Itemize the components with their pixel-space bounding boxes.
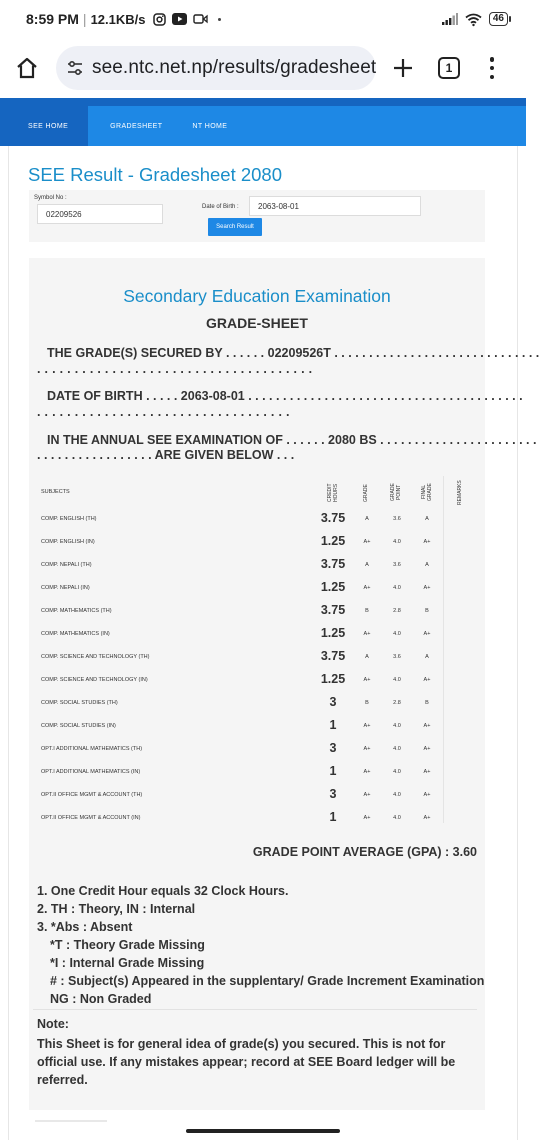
site-settings-icon[interactable] — [66, 59, 84, 77]
search-result-button[interactable]: Search Result — [208, 218, 262, 236]
page-content — [8, 146, 539, 1140]
final-grade-cell: A+ — [423, 769, 431, 775]
tab-switcher-button[interactable]: 1 — [438, 57, 460, 79]
final-grade-header: FINAL GRADE — [421, 483, 433, 501]
final-grade-cell: B — [425, 700, 429, 706]
final-grade-cell: A+ — [423, 677, 431, 683]
grade-cell: A+ — [363, 677, 371, 683]
credit-hours-cell: 1 — [329, 764, 337, 778]
nav-see-home[interactable]: SEE HOME — [8, 106, 88, 146]
grade-point-cell: 4.0 — [393, 746, 401, 752]
grade-cell: A+ — [363, 585, 371, 591]
credit-hours-cell: 1.25 — [320, 626, 346, 640]
table-row — [29, 761, 485, 784]
grade-point-cell: 2.8 — [393, 700, 401, 706]
subject-cell: COMP. MATHEMATICS (IN) — [41, 631, 110, 637]
grade-cell: A — [365, 516, 369, 522]
site-navbar — [0, 98, 526, 146]
final-grade-cell: A+ — [423, 631, 431, 637]
grade-point-cell: 4.0 — [393, 585, 401, 591]
grade-cell: A+ — [363, 769, 371, 775]
grade-point-cell: 3.6 — [393, 654, 401, 660]
status-separator: | — [82, 11, 87, 27]
signal-icon — [442, 13, 458, 25]
credit-hours-cell: 3 — [329, 695, 337, 709]
grade-point-cell: 4.0 — [393, 792, 401, 798]
subject-cell: COMP. NEPALI (TH) — [41, 562, 92, 568]
credit-hours-cell: 3.75 — [320, 603, 346, 617]
grade-point-header: GRADE POINT — [390, 483, 402, 501]
table-row — [29, 508, 485, 531]
address-bar[interactable] — [56, 46, 376, 90]
secured-by-line: THE GRADE(S) SECURED BY . . . . . . 02209526T . . . . . . . . . . . . . . . . . . . . . . . . . . . . . . — [47, 346, 539, 360]
grade-cell: A — [365, 562, 369, 568]
navbar-edge — [0, 106, 8, 146]
table-row — [29, 784, 485, 807]
more-notifications-dot — [218, 18, 221, 21]
legend-item: # : Subject(s) Appeared in the supplentary/ Grade Increment Examination — [50, 974, 485, 988]
credit-hours-cell: 1.25 — [320, 534, 346, 548]
gpa-summary: GRADE POINT AVERAGE (GPA) : 3.60 — [252, 845, 477, 859]
grade-point-cell: 4.0 — [393, 769, 401, 775]
legend-item: NG : Non Graded — [50, 992, 152, 1006]
subject-cell: COMP. ENGLISH (TH) — [41, 516, 97, 522]
credit-hours-cell: 3.75 — [320, 649, 346, 663]
grade-header: GRADE — [363, 484, 369, 502]
table-row — [29, 531, 485, 554]
symbol-input[interactable]: 02209526 — [37, 204, 163, 224]
page-title: SEE Result - Gradesheet 2080 — [28, 164, 283, 185]
table-row — [29, 807, 485, 830]
table-row — [29, 692, 485, 715]
grade-cell: B — [365, 608, 369, 614]
grade-point-cell: 3.6 — [393, 516, 401, 522]
browser-toolbar — [0, 38, 526, 98]
credit-hours-cell: 1.25 — [320, 580, 346, 594]
grade-point-cell: 4.0 — [393, 723, 401, 729]
battery-icon: 46 — [489, 12, 508, 26]
grade-cell: A+ — [363, 631, 371, 637]
gesture-navigation-bar[interactable] — [186, 1129, 340, 1133]
grade-point-cell: 4.0 — [393, 815, 401, 821]
table-row — [29, 600, 485, 623]
exam-line: IN THE ANNUAL SEE EXAMINATION OF . . . . . . 2080 BS . . . . . . . . . . . . . . . . . . . . . . . — [47, 433, 537, 447]
grade-cell: A+ — [363, 746, 371, 752]
dob-continuation: . . . . . . . . . . . . . . . . . . . . . . . . . . . . . . . . . . — [37, 405, 290, 419]
credit-hours-cell: 3 — [329, 787, 337, 801]
grade-cell: A+ — [363, 815, 371, 821]
credit-hours-cell: 1 — [329, 810, 337, 824]
secured-by-continuation: . . . . . . . . . . . . . . . . . . . . . . . . . . . . . . . . . . . . . — [37, 362, 313, 376]
network-speed: 12.1KB/s — [90, 11, 146, 27]
menu-dot — [490, 75, 495, 80]
home-icon — [15, 56, 39, 80]
subjects-header: SUBJECTS — [41, 489, 70, 495]
subject-cell: OPT.II OFFICE MGMT & ACCOUNT (TH) — [41, 792, 143, 798]
plus-icon — [392, 57, 414, 79]
symbol-label: Symbol No : — [34, 195, 67, 201]
final-grade-cell: A+ — [423, 792, 431, 798]
subject-cell: COMP. MATHEMATICS (TH) — [41, 608, 112, 614]
final-grade-cell: A — [425, 654, 429, 660]
subject-cell: COMP. ENGLISH (IN) — [41, 539, 95, 545]
final-grade-cell: A+ — [423, 746, 431, 752]
credit-hours-cell: 1 — [329, 718, 337, 732]
wifi-icon — [465, 13, 482, 26]
grade-point-cell: 3.6 — [393, 562, 401, 568]
menu-dot — [490, 66, 495, 71]
new-tab-button[interactable] — [388, 53, 418, 83]
system-icons — [442, 12, 508, 26]
subject-cell: OPT.II OFFICE MGMT & ACCOUNT (IN) — [41, 815, 141, 821]
grade-point-cell: 2.8 — [393, 608, 401, 614]
note-divider — [33, 1009, 477, 1010]
final-grade-cell: A+ — [423, 585, 431, 591]
legend-item: *I : Internal Grade Missing — [50, 956, 205, 970]
legend-item: *T : Theory Grade Missing — [50, 938, 205, 952]
dob-line: DATE OF BIRTH . . . . . 2063-08-01 . . . . . . . . . . . . . . . . . . . . . . . . . . . . . . . . . . . . . . . . — [47, 389, 523, 403]
legend-item: 3. *Abs : Absent — [37, 920, 133, 934]
final-grade-cell: A — [425, 516, 429, 522]
credit-hours-header: CREDIT HOURS — [327, 483, 339, 503]
grade-cell: A+ — [363, 723, 371, 729]
footer-stub — [35, 1120, 107, 1122]
credit-hours-cell: 3.75 — [320, 557, 346, 571]
table-row — [29, 577, 485, 600]
grade-sheet — [29, 258, 539, 1110]
remarks-header: REMARKS — [457, 480, 463, 506]
table-row — [29, 669, 485, 692]
legend-item: 1. One Credit Hour equals 32 Clock Hours. — [37, 884, 289, 898]
table-row — [29, 738, 485, 761]
legend-item: 2. TH : Theory, IN : Internal — [37, 902, 196, 916]
grade-cell: A+ — [363, 539, 371, 545]
note-text: This Sheet is for general idea of grade(s) you secured. This is not for official use. If any mistakes appear; record at SEE Board ledger will be referred. — [37, 1037, 456, 1087]
final-grade-cell: A+ — [423, 723, 431, 729]
subject-cell: COMP. NEPALI (IN) — [41, 585, 90, 591]
credit-hours-cell: 3 — [329, 741, 337, 755]
menu-dot — [490, 57, 495, 62]
table-row — [29, 715, 485, 738]
credit-hours-cell: 3.75 — [320, 511, 346, 525]
credit-hours-cell: 1.25 — [320, 672, 346, 686]
subject-cell: COMP. SOCIAL STUDIES (IN) — [41, 723, 116, 729]
status-bar — [0, 0, 526, 38]
nav-gradesheet[interactable]: GRADESHEET — [110, 122, 163, 130]
instagram-icon — [153, 13, 166, 26]
url-text[interactable]: see.ntc.net.np/results/gradesheet — [92, 57, 377, 78]
final-grade-cell: A — [425, 562, 429, 568]
home-button[interactable] — [12, 53, 42, 83]
grade-sheet-title: GRADE-SHEET — [206, 315, 308, 331]
table-row — [29, 623, 485, 646]
table-row — [29, 646, 485, 669]
grade-point-cell: 4.0 — [393, 677, 401, 683]
notification-icons — [153, 13, 221, 26]
nav-nt-home[interactable]: NT HOME — [192, 122, 228, 130]
final-grade-cell: B — [425, 608, 429, 614]
overflow-menu-button[interactable] — [486, 55, 498, 81]
dob-label: Date of Birth : — [202, 204, 239, 210]
legend — [37, 882, 484, 1008]
subject-cell: COMP. SOCIAL STUDIES (TH) — [41, 700, 118, 706]
subject-cell: OPT.I ADDITIONAL MATHEMATICS (TH) — [41, 746, 143, 752]
status-time: 8:59 PM — [26, 11, 79, 27]
grade-cell: A+ — [363, 792, 371, 798]
exam-continuation: . . . . . . . . . . . . . . . . . ARE GIVEN BELOW . . . — [37, 448, 295, 462]
final-grade-cell: A+ — [423, 815, 431, 821]
dob-input[interactable]: 2063-08-01 — [249, 196, 421, 216]
subject-cell: COMP. SCIENCE AND TECHNOLOGY (TH) — [41, 654, 150, 660]
screen-record-icon — [193, 13, 208, 25]
grade-point-cell: 4.0 — [393, 539, 401, 545]
exam-title: Secondary Education Examination — [123, 286, 391, 306]
grade-cell: A — [365, 654, 369, 660]
youtube-icon — [172, 13, 187, 25]
grade-point-cell: 4.0 — [393, 631, 401, 637]
grade-cell: B — [365, 700, 369, 706]
subject-cell: COMP. SCIENCE AND TECHNOLOGY (IN) — [41, 677, 148, 683]
subject-cell: OPT.I ADDITIONAL MATHEMATICS (IN) — [41, 769, 141, 775]
note-title: Note: — [37, 1017, 69, 1031]
final-grade-cell: A+ — [423, 539, 431, 545]
table-row — [29, 554, 485, 577]
